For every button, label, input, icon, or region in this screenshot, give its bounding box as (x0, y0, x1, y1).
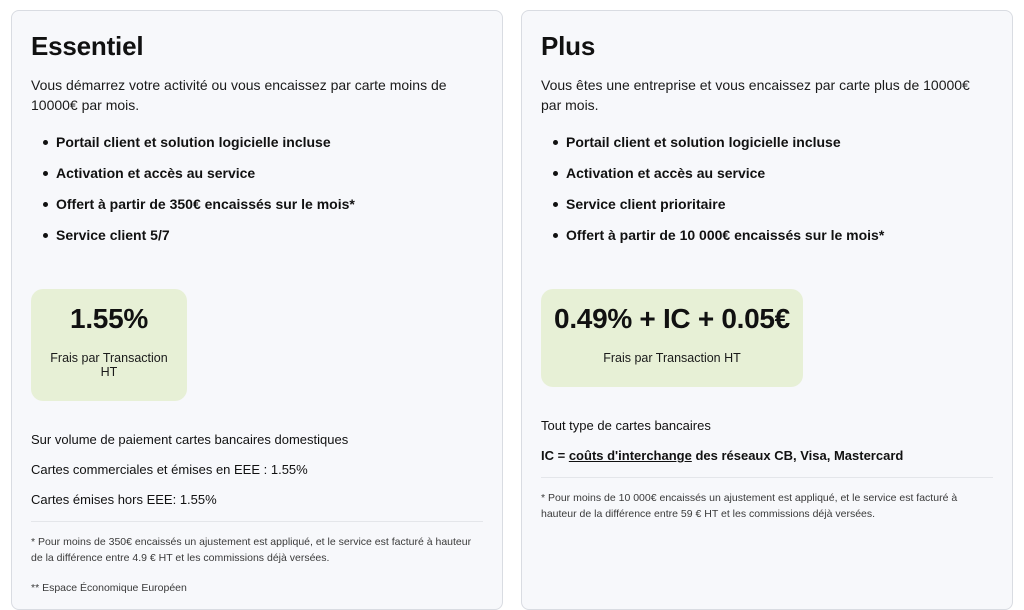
feature-item: Offert à partir de 350€ encaissés sur le mois* (31, 194, 483, 214)
interchange-prefix: IC = (541, 448, 569, 463)
feature-item: Portail client et solution logicielle incluse (31, 132, 483, 152)
plan-description: Vous démarrez votre activité ou vous encaissez par carte moins de 10000€ par mois. (31, 77, 447, 113)
price-label: Frais par Transaction HT (50, 351, 168, 379)
feature-item: Offert à partir de 10 000€ encaissés sur le mois* (541, 225, 993, 245)
footnote: * Pour moins de 10 000€ encaissés un ajustement est appliqué, et le service est facturé à hauteur de la différence entre 59 € HT et les commissions déjà versées. (541, 492, 958, 520)
plan-info (541, 417, 993, 465)
interchange-line (541, 447, 993, 465)
info-line: Sur volume de paiement cartes bancaires domestiques (31, 432, 349, 447)
price-value: 0.49% + IC + 0.05€ (554, 303, 790, 334)
feature-item: Activation et accès au service (31, 163, 483, 183)
feature-item: Service client prioritaire (541, 194, 993, 214)
divider (31, 521, 483, 522)
price-label: Frais par Transaction HT (603, 351, 741, 365)
info-line: Tout type de cartes bancaires (541, 418, 711, 433)
footnote-eee: ** Espace Économique Européen (31, 582, 187, 594)
price-value: 1.55% (70, 303, 148, 334)
plan-title: Essentiel (31, 31, 144, 61)
feature-item: Service client 5/7 (31, 225, 483, 245)
feature-item: Portail client et solution logicielle incluse (541, 132, 993, 152)
feature-list (31, 132, 483, 245)
divider (541, 477, 993, 478)
price-box (541, 289, 803, 387)
plan-card-essentiel (11, 10, 503, 610)
feature-list (541, 132, 993, 245)
plan-info (31, 431, 483, 509)
footnote: * Pour moins de 350€ encaissés un ajustement est appliqué, et le service est facturé à hauteur de la différence entre 4.9 € HT et les commissions déjà versées. (31, 536, 472, 564)
info-line: Cartes commerciales et émises en EEE : 1.55% (31, 462, 308, 477)
info-line: Cartes émises hors EEE: 1.55% (31, 492, 217, 507)
plan-description: Vous êtes une entreprise et vous encaissez par carte plus de 10000€ par mois. (541, 77, 970, 113)
interchange-suffix: des réseaux CB, Visa, Mastercard (691, 448, 904, 463)
price-box (31, 289, 187, 401)
plan-card-plus (521, 10, 1013, 610)
plan-title: Plus (541, 31, 596, 61)
interchange-link[interactable]: coûts d'interchange (568, 448, 692, 463)
feature-item: Activation et accès au service (541, 163, 993, 183)
